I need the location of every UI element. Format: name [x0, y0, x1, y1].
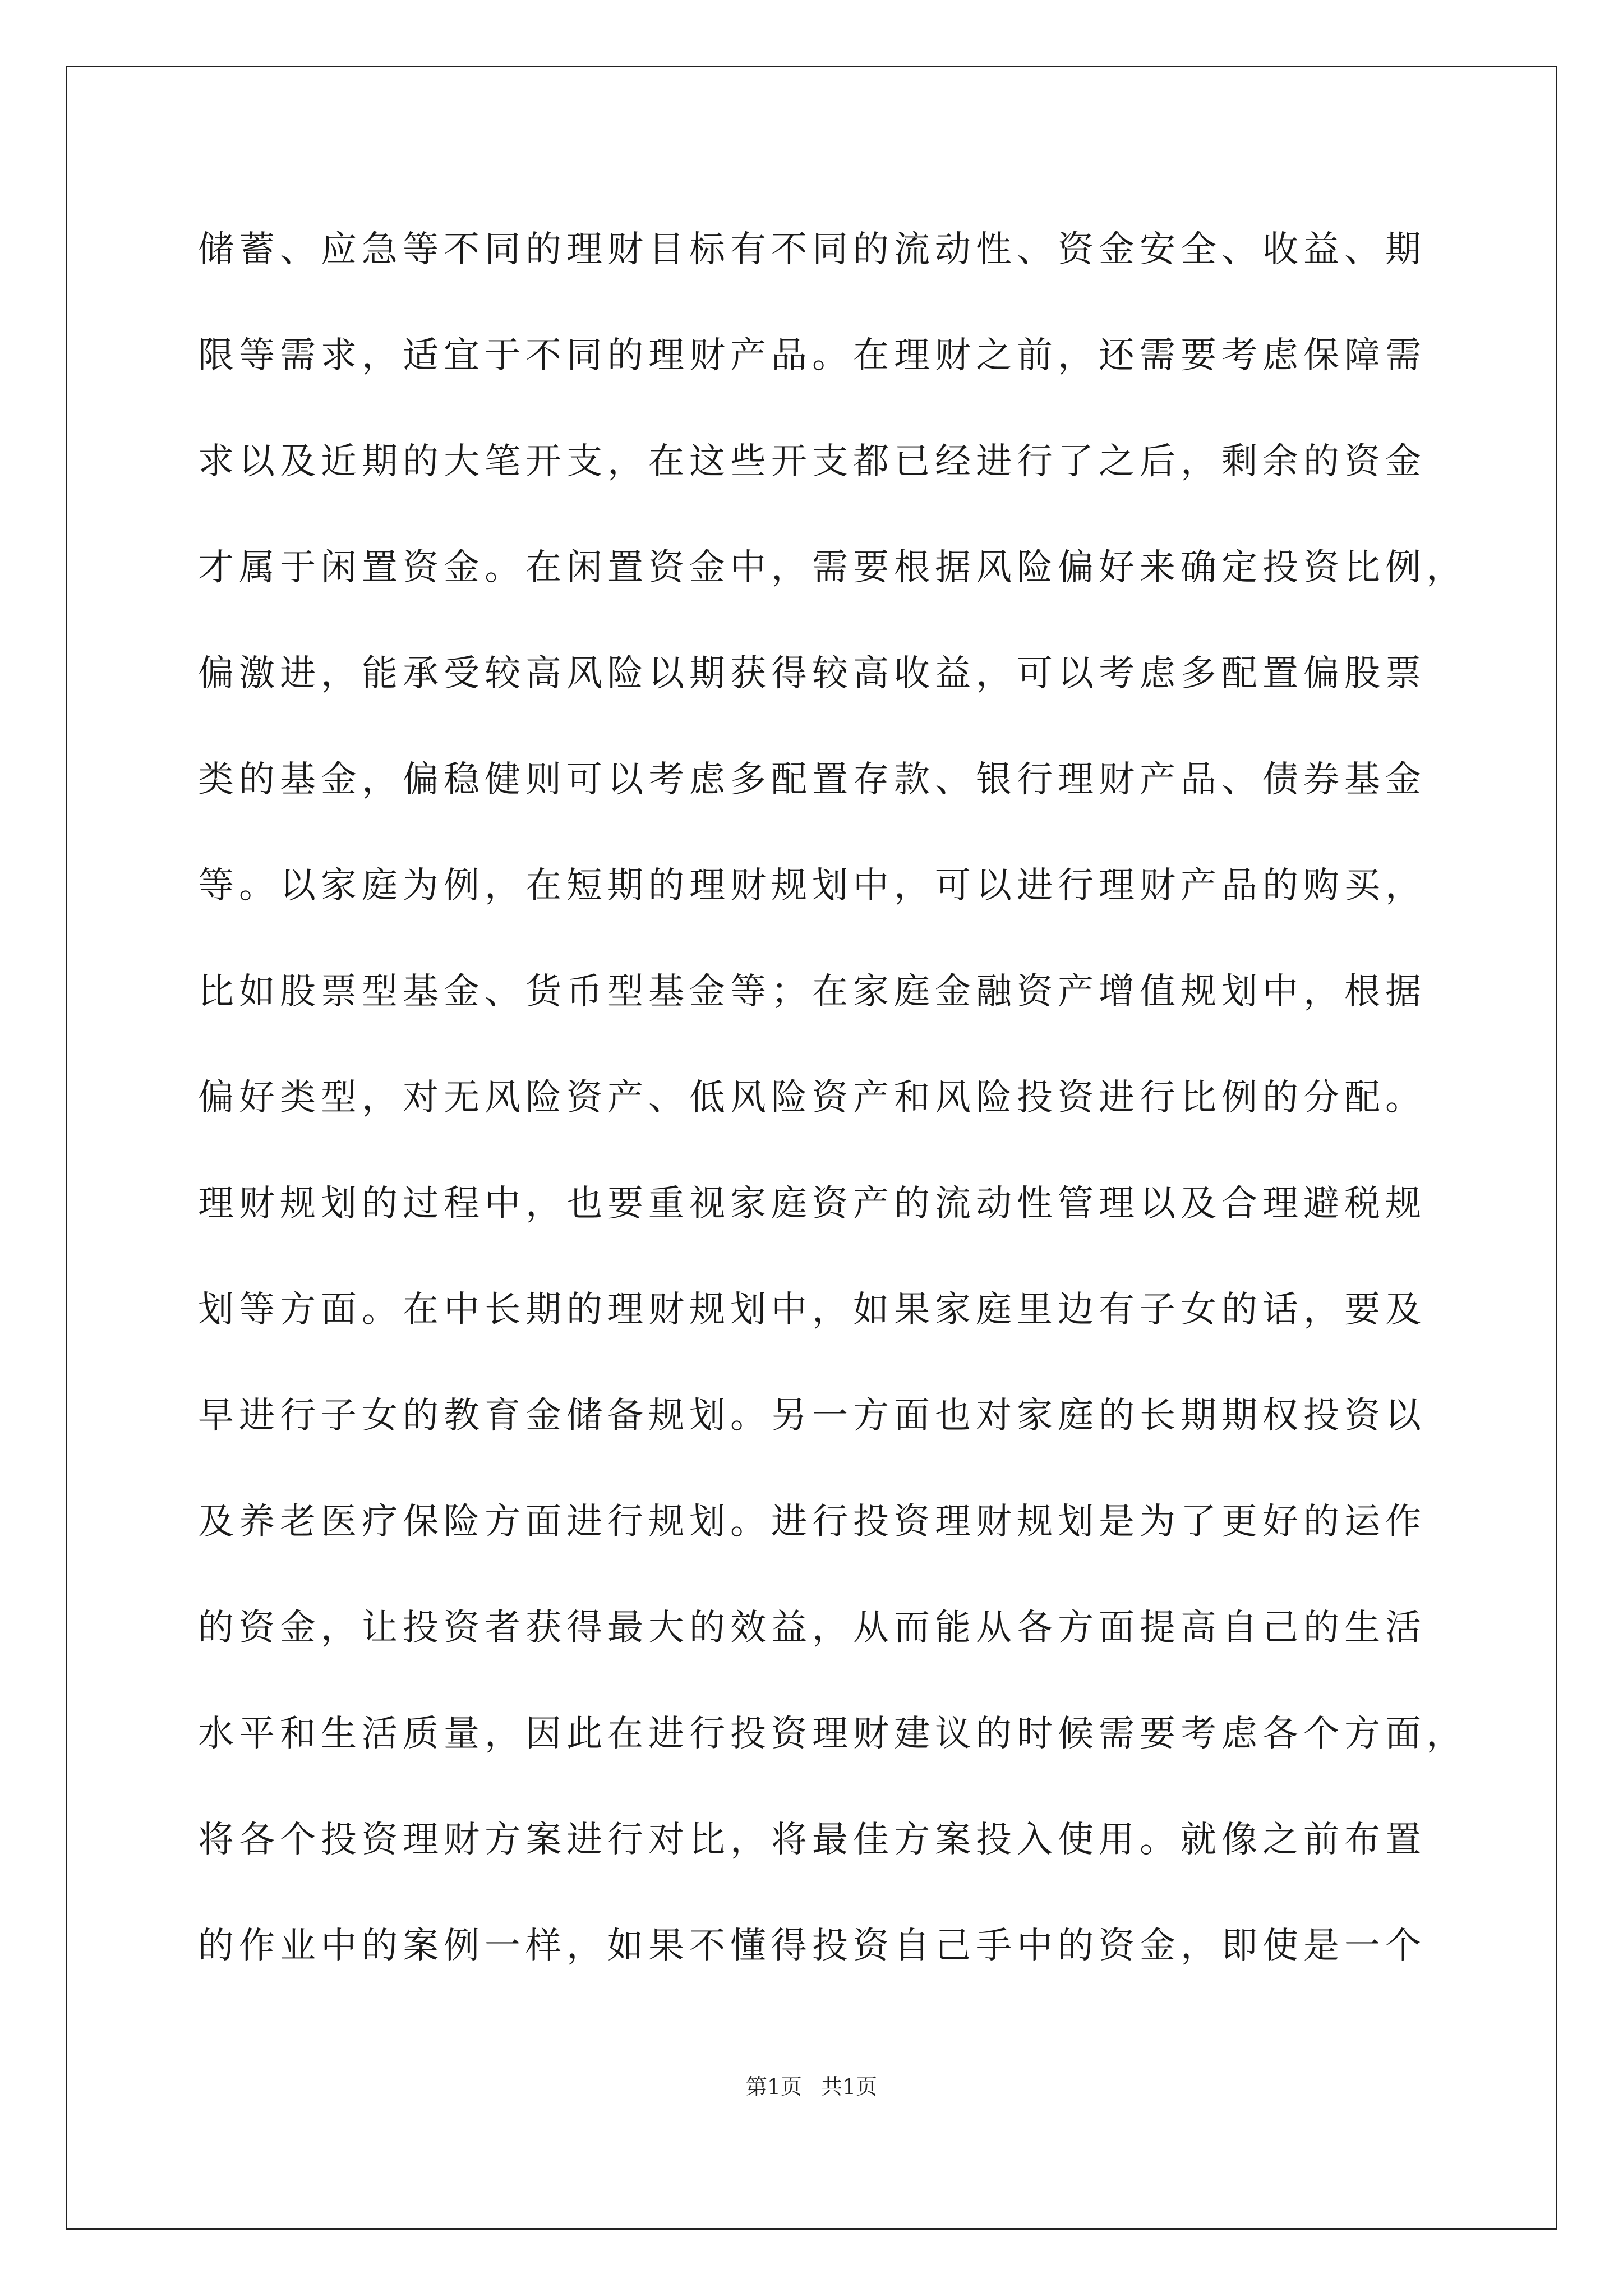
text-line: 才属于闲置资金。在闲置资金中，需要根据风险偏好来确定投资比例， [198, 547, 1467, 588]
text-line: 的资金，让投资者获得最大的效益，从而能从各方面提高自己的生活 [198, 1607, 1426, 1649]
text-line: 比如股票型基金、货币型基金等；在家庭金融资产增值规划中，根据 [198, 971, 1426, 1013]
text-line: 将各个投资理财方案进行对比，将最佳方案投入使用。就像之前布置 [198, 1819, 1426, 1861]
page-footer [0, 2070, 1623, 2104]
text-line: 限等需求，适宜于不同的理财产品。在理财之前，还需要考虑保障需 [198, 335, 1426, 376]
text-line: 理财规划的过程中，也要重视家庭资产的流动性管理以及合理避税规 [198, 1183, 1426, 1225]
text-line: 偏好类型，对无风险资产、低风险资产和风险投资进行比例的分配。 [198, 1077, 1426, 1119]
text-line: 求以及近期的大笔开支，在这些开支都已经进行了之后，剩余的资金 [198, 441, 1426, 482]
document-body [198, 216, 1467, 2018]
text-line: 类的基金，偏稳健则可以考虑多配置存款、银行理财产品、债券基金 [198, 759, 1426, 800]
page-total: 共1页 [821, 2074, 878, 2099]
text-line: 划等方面。在中长期的理财规划中，如果家庭里边有子女的话，要及 [198, 1289, 1426, 1331]
text-line: 早进行子女的教育金储备规划。另一方面也对家庭的长期期权投资以 [198, 1395, 1426, 1437]
text-line: 等。以家庭为例，在短期的理财规划中，可以进行理财产品的购买， [198, 865, 1426, 907]
page-number: 第1页 [745, 2074, 802, 2099]
text-line: 储蓄、应急等不同的理财目标有不同的流动性、资金安全、收益、期 [198, 229, 1426, 270]
text-line: 及养老医疗保险方面进行规划。进行投资理财规划是为了更好的运作 [198, 1501, 1426, 1543]
text-line: 的作业中的案例一样，如果不懂得投资自己手中的资金，即使是一个 [198, 1925, 1426, 1967]
text-line: 偏激进，能承受较高风险以期获得较高收益，可以考虑多配置偏股票 [198, 653, 1426, 694]
text-line: 水平和生活质量，因此在进行投资理财建议的时候需要考虑各个方面， [198, 1713, 1467, 1755]
